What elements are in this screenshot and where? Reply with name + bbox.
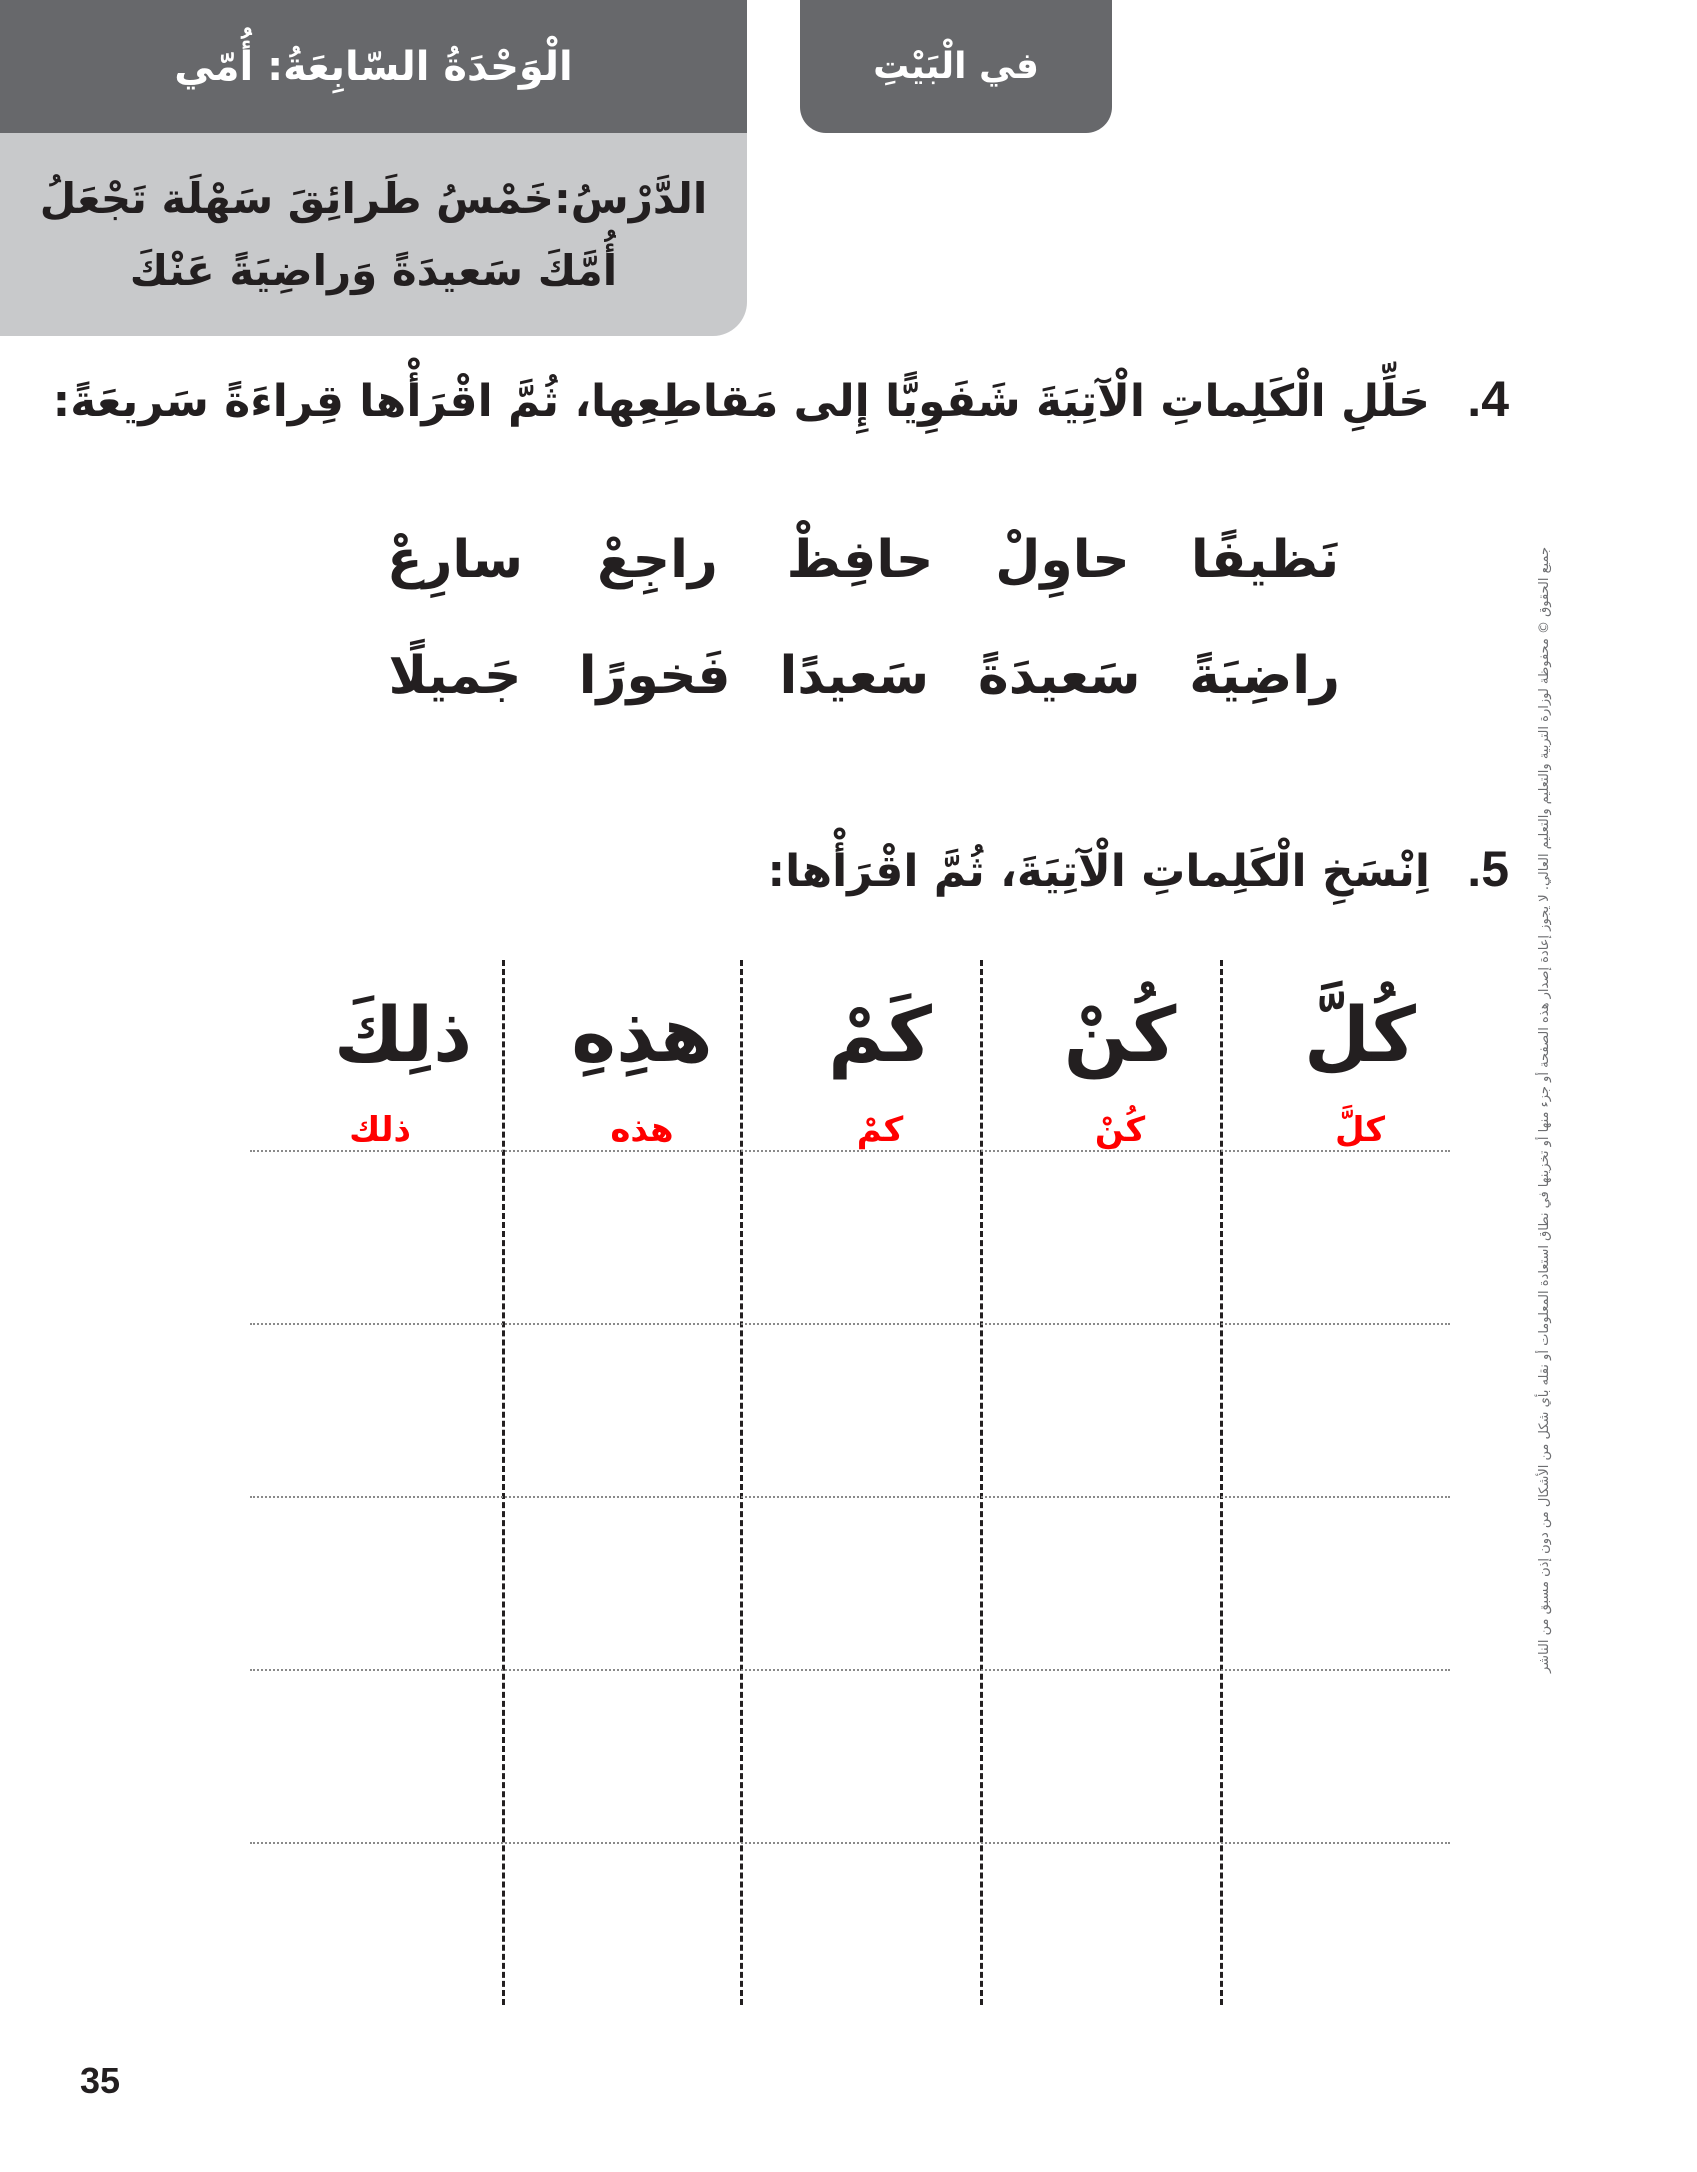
model-word: كُلَّ <box>1303 990 1417 1079</box>
lesson-title-line-1: الدَّرْسُ:خَمْسُ طَرائِقَ سَهْلَة تَجْعَلُ <box>39 173 708 223</box>
model-word: ذلِكَ <box>333 990 473 1079</box>
word: راضِيَةً <box>1189 646 1340 706</box>
answer-word: كمْ <box>856 1110 904 1150</box>
exercise-4-number: 4. <box>1467 371 1509 427</box>
exercise-4-words-row-1 <box>380 530 1340 610</box>
word: حافِظْ <box>786 530 934 590</box>
copyright-note: جميع الحقوق © محفوظة لوزارة التربية والتعليم والتعليم العالي. لا يجوز إعادة إصدار هذه الصفحة أو جزء منها أو تخزينها في نطاق استعادة المعلومات أو نقله بأي شكل من الأشكال من دون إذن مسبق من الناشر <box>1537 546 1552 1674</box>
word: سارِعْ <box>386 530 524 590</box>
answer-word: كُنْ <box>1094 1110 1146 1150</box>
word: سَعيدَةً <box>978 646 1141 706</box>
unit-title: الْوَحْدَةُ السّابِعَةُ: أُمّي <box>174 43 573 90</box>
word: سَعيدًا <box>779 646 930 706</box>
model-word: كَمْ <box>828 990 932 1079</box>
model-word: هذِهِ <box>571 990 713 1079</box>
exercise-4-words-row-2 <box>380 646 1340 726</box>
exercise-4-title <box>53 370 1509 428</box>
answer-word: هذه <box>610 1110 674 1150</box>
home-tab-label: في الْبَيْتِ <box>873 46 1039 87</box>
writing-line <box>250 1496 1450 1498</box>
exercise-5-number: 5. <box>1467 841 1509 897</box>
lesson-title-box <box>0 133 747 336</box>
writing-line <box>250 1669 1450 1671</box>
model-word: كُنْ <box>1063 990 1177 1079</box>
writing-line <box>250 1150 1450 1152</box>
unit-title-bar <box>0 0 747 133</box>
answer-word: كلَّ <box>1334 1110 1386 1150</box>
exercise-5-instruction: اِنْسَخِ الْكَلِماتِ الْآتِيَةَ، ثُمَّ اقْرَأْها: <box>767 846 1430 897</box>
word: فَخورًا <box>578 646 731 706</box>
word: جَميلًا <box>388 646 522 706</box>
word: حاوِلْ <box>995 530 1130 590</box>
word: نَظيفًا <box>1190 530 1340 590</box>
word: راجِعْ <box>597 530 718 590</box>
page-number: 35 <box>80 2060 121 2101</box>
writing-line <box>250 1323 1450 1325</box>
home-tab <box>800 0 1112 133</box>
exercise-5-title <box>767 840 1509 898</box>
column-divider <box>502 960 505 2005</box>
exercise-4-instruction: حَلِّلِ الْكَلِماتِ الْآتِيَةَ شَفَوِيًّا إِلى مَقاطِعِها، ثُمَّ اقْرَأْها قِراءَةً سَريعَةً: <box>52 376 1430 427</box>
answer-word: ذلك <box>349 1110 411 1150</box>
writing-line <box>250 1842 1450 1844</box>
lesson-title-line-2: أُمَّكَ سَعيدَةً وَراضِيَةً عَنْكَ <box>129 245 618 295</box>
